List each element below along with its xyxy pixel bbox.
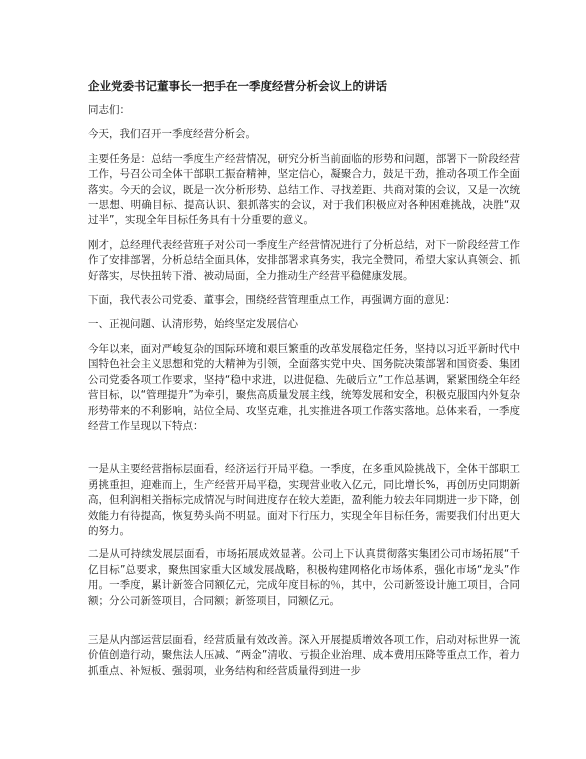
point-1-paragraph: 一是从主要经营指标层面看，经济运行开局平稳。一季度，在多重风险挑战下，全体干部职工勇挑重担，迎难而上，生产经营开局平稳，实现营业收入亿元，同比增长%，再创历史同期新高，但利润相关指标完成情况与时间进度存在较大差距，盈利能力较去年同期进一步下降，创效能力有待提高，恢复势头尚不明显。面对下行压力，实现全年目标任务，需要我们付出更大的努力。 — [88, 463, 520, 537]
summary-paragraph: 刚才，总经理代表经营班子对公司一季度生产经营情况进行了分析总结，对下一阶段经营工作作了安排部署，分析总结全面具体，安排部署求真务实，我完全赞同，希望大家认真领会、抓好落实，尽快扭转下滑、被动局面，全力推动生产经营平稳健康发展。 — [88, 238, 520, 282]
intro-opinions-paragraph: 下面，我代表公司党委、董事会，围绕经营管理重点工作，再强调方面的意见： — [88, 294, 456, 307]
point-2-paragraph: 二是从可持续发展层面看，市场拓展成效显著。公司上下认真贯彻落实集团公司市场拓展“千亿目标”总要求，聚焦国家重大区域发展战略，积极构建网格化市场体系，强化市场“龙头”作用。一季度，累计新签合同额亿元，完成年度目标的％，其中，公司新签设计施工项目，合同额；分公司新签项目，合同额；新签项目，同额亿元。 — [88, 548, 520, 607]
situation-paragraph: 今年以来，面对严峻复杂的国际环境和艰巨繁重的改革发展稳定任务，坚持以习近平新时代中国特色社会主义思想和党的大精神为引领，全面落实党中央、国务院决策部署和国资委、集团公司党委各项工作要求，坚持“稳中求进，以进促稳、先破后立”工作总基调，紧紧围绕全年经营目标，以“管理提升”为牵引，聚焦高质量发展主线，统筹发展和安全，积极克服国内外复杂形势带来的不利影响，站位全局、攻坚克难，扎实推进各项工作落实落地。总体来看，一季度经营工作呈现以下特点： — [88, 342, 520, 432]
point-3-paragraph: 三是从内部运营层面看，经营质量有效改善。深入开展提质增效各项工作，启动对标世界一流价值创造行动，聚焦法人压减、“两金”清收、亏损企业治理、成本费用压降等重点工作，着力抓重点、补短板、强弱项，业务结构和经营质量得到进一步 — [88, 633, 520, 677]
opening-paragraph: 今天，我们召开一季度经营分析会。 — [88, 128, 256, 141]
main-task-paragraph: 主要任务是：总结一季度生产经营情况，研究分析当前面临的形势和问题，部署下一阶段经营工作，号召公司全体干部职工振奋精神，坚定信心，凝聚合力，鼓足干劲，推动各项工作全面落实。今天的会议，既是一次分析形势、总结工作、寻找差距、共商对策的会议，又是一次统一思想、明确目标、提高认识、狠抓落实的会议，对于我们积极应对各种困难挑战，决胜“双过半”，实现全年目标任务具有十分重要的意义。 — [88, 152, 520, 227]
salutation: 同志们： — [88, 104, 130, 116]
section-heading-1: 一、正视问题、认清形势，始终坚定发展信心 — [88, 318, 298, 331]
document-title: 企业党委书记董事长一把手在一季度经营分析会议上的讲话 — [88, 79, 387, 93]
